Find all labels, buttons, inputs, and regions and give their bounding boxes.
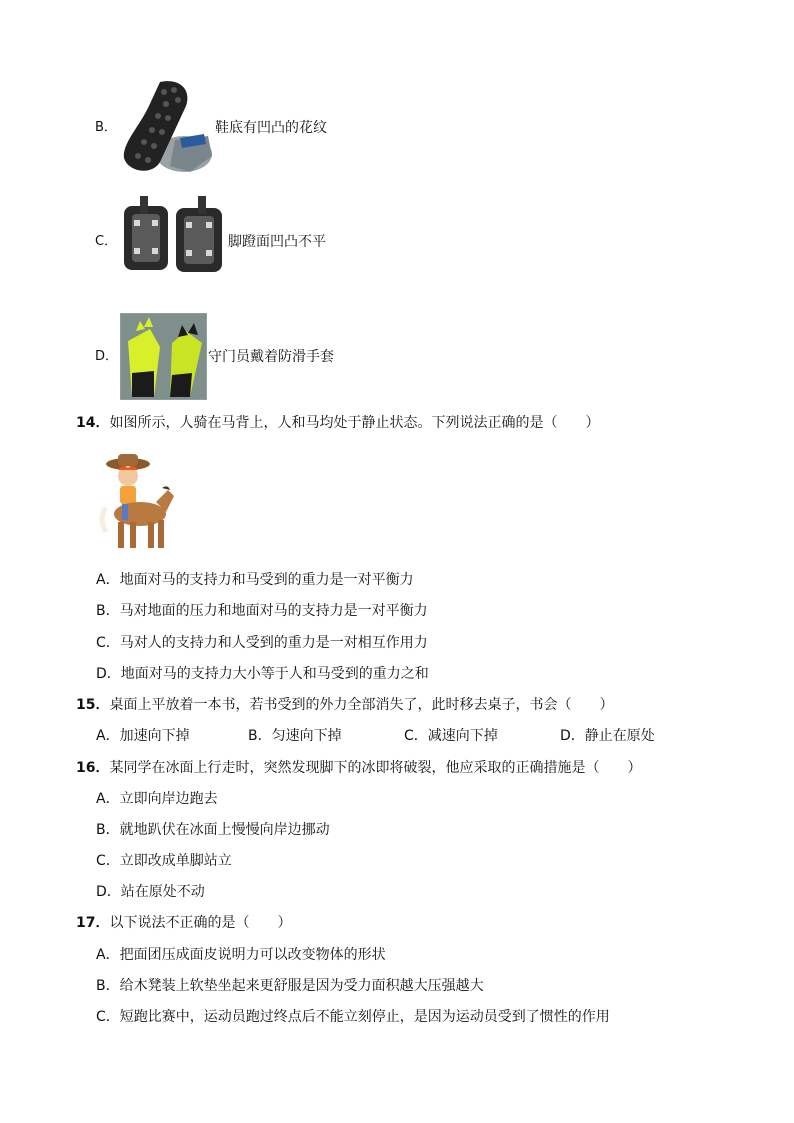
bike-pedal-icon <box>120 192 226 278</box>
question-text: 如图所示，人骑在马背上，人和马均处于静止状态。下列说法正确的是（ ） <box>109 415 600 431</box>
question-text: 以下说法不正确的是（ ） <box>109 915 292 931</box>
question-14-stem <box>76 414 599 432</box>
question-text: 桌面上平放着一本书，若书受到的外力全部消失了，此时移去桌子，书会（ ） <box>109 697 614 713</box>
question-number: 15． <box>76 697 110 713</box>
option-d-letter: D． <box>95 349 119 364</box>
question-15-option-b: B．匀速向下掉 <box>248 728 342 744</box>
question-15-option-c: C．减速向下掉 <box>404 728 498 744</box>
question-16-option-a: A．立即向岸边跑去 <box>96 791 218 807</box>
question-number: 16． <box>76 760 110 776</box>
cowboy-on-horse-icon <box>96 452 176 552</box>
question-15-option-a: A．加速向下掉 <box>96 728 190 744</box>
question-text: 某同学在冰面上行走时，突然发现脚下的冰即将破裂，他应采取的正确措施是（ ） <box>109 760 642 776</box>
option-c-text: 脚蹬面凹凸不平 <box>228 234 326 250</box>
option-d-text: 守门员戴着防滑手套 <box>208 349 334 365</box>
shoe-sole-icon <box>120 78 214 176</box>
question-17-option-b: B．给木凳装上软垫坐起来更舒服是因为受力面积越大压强越大 <box>96 978 484 994</box>
question-16-option-c: C．立即改成单脚站立 <box>96 853 232 869</box>
question-15-stem <box>76 696 613 714</box>
question-16-option-d: D．站在原处不动 <box>96 884 205 900</box>
question-16-option-b: B．就地趴伏在冰面上慢慢向岸边挪动 <box>96 822 330 838</box>
question-17-option-c: C．短跑比赛中，运动员跑过终点后不能立刻停止，是因为运动员受到了惯性的作用 <box>96 1009 610 1025</box>
goalkeeper-gloves-icon <box>120 313 207 400</box>
option-b-text: 鞋底有凹凸的花纹 <box>215 120 327 136</box>
option-c-letter: C． <box>95 234 118 249</box>
question-16-stem <box>76 759 641 777</box>
question-14-option-b: B．马对地面的压力和地面对马的支持力是一对平衡力 <box>96 603 428 619</box>
question-14-option-c: C．马对人的支持力和人受到的重力是一对相互作用力 <box>96 635 428 651</box>
question-17-stem <box>76 914 291 932</box>
question-14-option-d: D．地面对马的支持力大小等于人和马受到的重力之和 <box>96 666 429 682</box>
question-14-option-a: A．地面对马的支持力和马受到的重力是一对平衡力 <box>96 572 414 588</box>
question-17-option-a: A．把面团压成面皮说明力可以改变物体的形状 <box>96 947 386 963</box>
option-b-letter: B． <box>95 120 117 135</box>
question-number: 14． <box>76 415 110 431</box>
question-15-option-d: D．静止在原处 <box>560 728 655 744</box>
question-number: 17． <box>76 915 110 931</box>
